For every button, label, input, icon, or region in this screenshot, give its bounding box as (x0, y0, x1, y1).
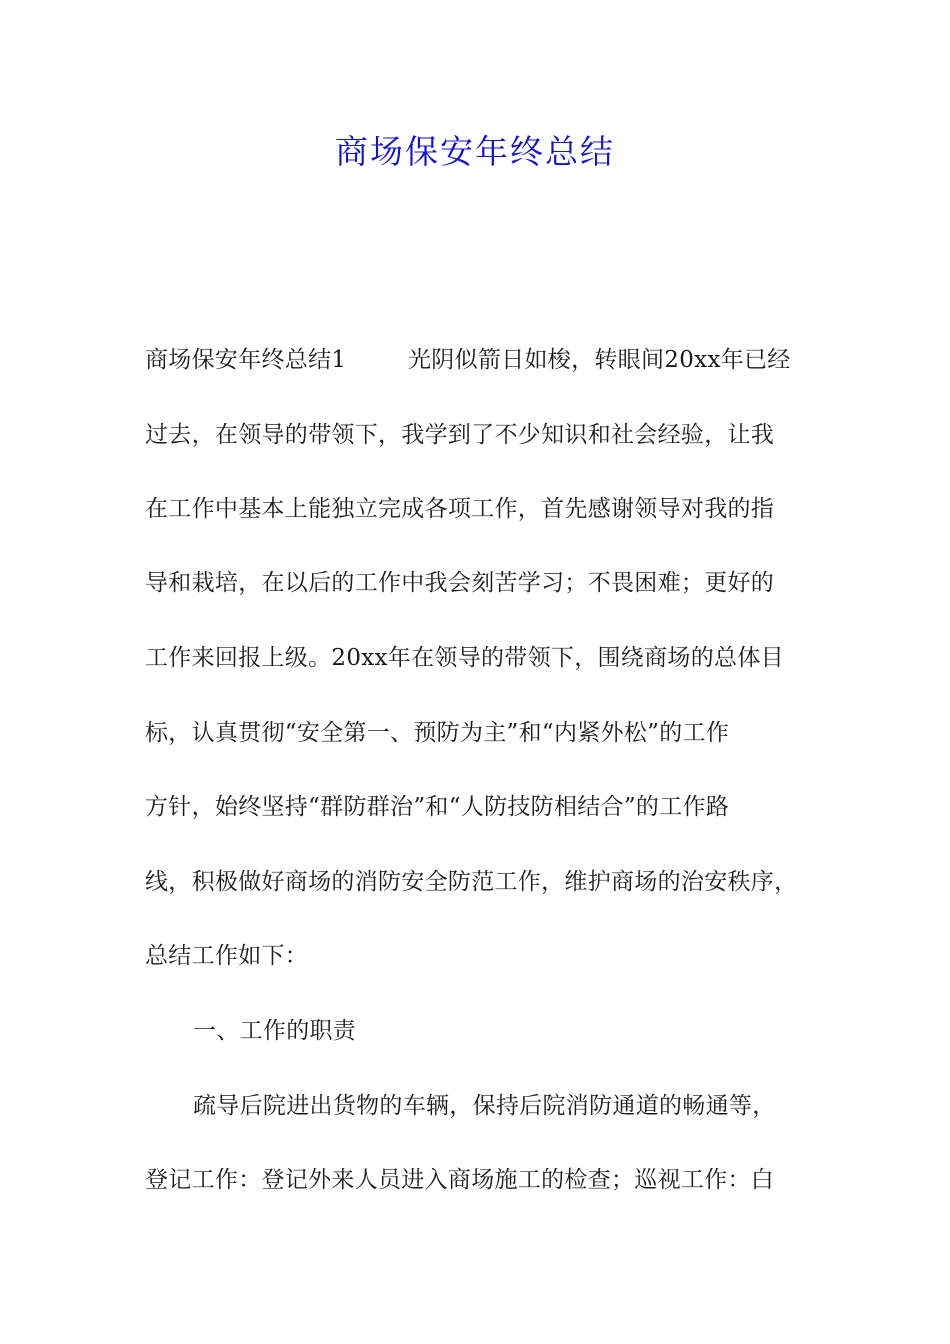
paragraph-line-9: 总结工作如下： (145, 943, 309, 969)
section-heading: 一、工作的职责 (193, 1018, 357, 1044)
paragraph-line-3: 在工作中基本上能独立完成各项工作，首先感谢领导对我的指 (145, 496, 775, 522)
document-title: 商场保安年终总结 (335, 132, 615, 171)
paragraph-line-6: 标，认真贯彻“安全第一、预防为主”和“内紧外松”的工作 (145, 720, 730, 746)
paragraph-line-11: 登记工作：登记外来人员进入商场施工的检查；巡视工作：白 (145, 1167, 775, 1193)
paragraph-line-4: 导和栽培，在以后的工作中我会刻苦学习；不畏困难；更好的 (145, 570, 775, 596)
paragraph-line-2: 过去，在领导的带领下，我学到了不少知识和社会经验，让我 (145, 422, 775, 448)
paragraph-line-10: 疏导后院进出货物的车辆，保持后院消防通道的畅通等， (193, 1093, 776, 1119)
section-heading-label: 商场保安年终总结1 (145, 347, 347, 373)
paragraph-line-1 (145, 345, 791, 375)
paragraph-line-5: 工作来回报上级。20xx年在领导的带领下，围绕商场的总体目 (145, 645, 784, 671)
paragraph-line-8: 线，积极做好商场的消防安全防范工作，维护商场的治安秩序， (145, 869, 798, 895)
paragraph-text: 光阴似箭日如梭，转眼间20xx年已经 (408, 347, 791, 373)
paragraph-line-7: 方针，始终坚持“群防群治”和“人防技防相结合”的工作路 (145, 794, 730, 820)
